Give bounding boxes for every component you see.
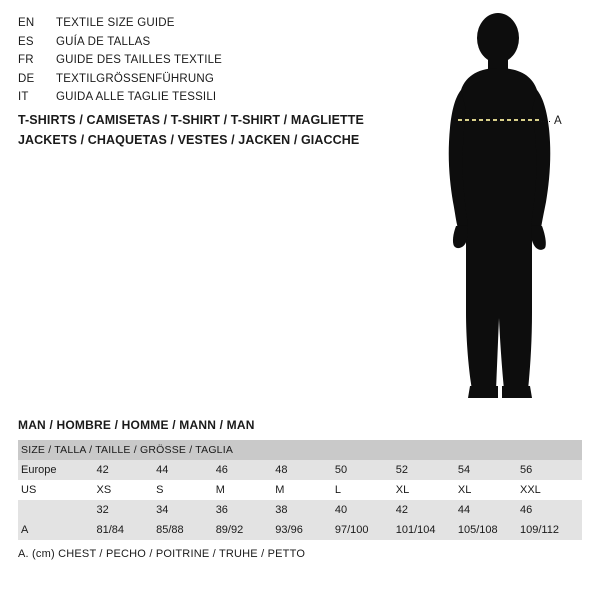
row-cell: L: [335, 480, 396, 500]
male-silhouette-icon: [420, 12, 580, 402]
row-cell: 52: [396, 460, 458, 480]
language-code: IT: [18, 91, 29, 103]
language-code: ES: [18, 35, 34, 48]
table-row: [18, 460, 582, 480]
language-code: FR: [18, 54, 34, 66]
row-cell: 32: [97, 500, 157, 520]
language-code: DE: [18, 72, 35, 85]
row-label: [18, 500, 97, 520]
row-cell: 36: [216, 500, 276, 520]
row-cell: 54: [458, 460, 520, 480]
row-label: Europe: [18, 460, 97, 480]
row-cell: 101/104: [396, 520, 458, 540]
language-text: TEXTILGRÖSSENFÜHRUNG: [56, 72, 214, 85]
row-cell: 44: [458, 500, 520, 520]
row-cell: 38: [275, 500, 335, 520]
row-cell: 34: [156, 500, 216, 520]
table-row: [18, 480, 582, 500]
language-text: GUIDA ALLE TAGLIE TESSILI: [56, 91, 217, 103]
category-jackets: JACKETS / CHAQUETAS / VESTES / JACKEN / GIACCHE: [18, 133, 360, 147]
row-cell: S: [156, 480, 216, 500]
language-text: GUÍA DE TALLAS: [56, 35, 151, 48]
row-cell: XS: [97, 480, 157, 500]
row-cell: 42: [97, 460, 157, 480]
row-cell: 105/108: [458, 520, 520, 540]
row-label: US: [18, 480, 97, 500]
row-cell: 93/96: [275, 520, 335, 540]
row-cell: 89/92: [216, 520, 276, 540]
row-cell: XL: [458, 480, 520, 500]
table-row: [18, 520, 582, 540]
row-cell: 46: [216, 460, 276, 480]
language-row: [18, 70, 368, 89]
row-label: A: [18, 520, 97, 540]
row-cell: 109/112: [520, 520, 582, 540]
row-cell: 40: [335, 500, 396, 520]
row-cell: XL: [396, 480, 458, 500]
table-header-row: [18, 440, 582, 460]
language-list: [18, 14, 368, 107]
row-cell: 48: [275, 460, 335, 480]
size-table: [18, 440, 582, 540]
language-text: TEXTILE SIZE GUIDE: [56, 17, 175, 29]
row-cell: 81/84: [97, 520, 157, 540]
table-header-label: SIZE / TALLA / TAILLE / GRÖSSE / TAGLIA: [21, 444, 234, 456]
language-row: [18, 88, 368, 107]
category-list: [18, 110, 398, 150]
row-cell: 85/88: [156, 520, 216, 540]
row-cell: XXL: [520, 480, 582, 500]
row-cell: 44: [156, 460, 216, 480]
row-cell: 42: [396, 500, 458, 520]
body-figure: [400, 12, 600, 402]
language-row: [18, 14, 368, 33]
measure-label-a: A: [554, 115, 562, 127]
language-text: GUIDE DES TAILLES TEXTILE: [56, 54, 223, 66]
category-tshirts: T-SHIRTS / CAMISETAS / T-SHIRT / T-SHIRT / MAGLIETTE: [18, 113, 364, 127]
language-code: EN: [18, 17, 35, 29]
row-cell: 46: [520, 500, 582, 520]
table-footnote: A. (cm) CHEST / PECHO / POITRINE / TRUHE / PETTO: [18, 548, 306, 560]
table-title: MAN / HOMBRE / HOMME / MANN / MAN: [18, 418, 255, 432]
row-cell: 97/100: [335, 520, 396, 540]
language-row: [18, 51, 368, 70]
table-row: [18, 500, 582, 520]
language-row: [18, 33, 368, 52]
measure-leader-line: [536, 121, 550, 122]
row-cell: M: [216, 480, 276, 500]
row-cell: M: [275, 480, 335, 500]
row-cell: 56: [520, 460, 582, 480]
row-cell: 50: [335, 460, 396, 480]
